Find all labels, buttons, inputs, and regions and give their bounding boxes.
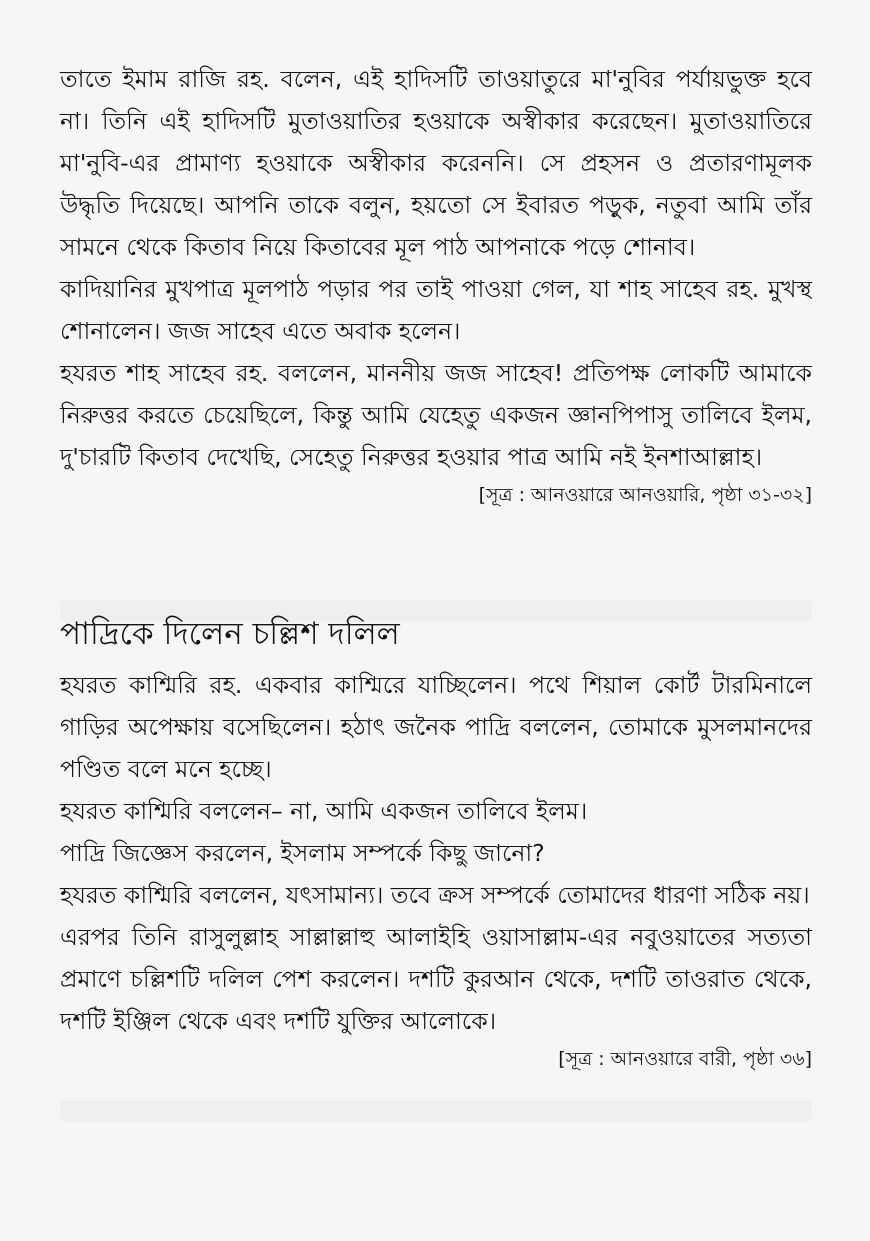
paragraph: হযরত শাহ সাহেব রহ. বললেন, মাননীয় জজ সাহেব! প্রতিপক্ষ লোকটি আমাকে নিরুত্তর করতে চেয়েছিলে, কিন্তু আমি যেহেতু একজন জ্ঞানপিপাসু তালিবে ইলম, দু'চারটি কিতাব দেখেছি, সেহেতু নিরুত্তর হওয়ার পাত্র আমি নই ইনশাআল্লাহ।: [60, 359, 812, 471]
paragraph: হযরত কাশ্মিরি বললেন, যৎসামান্য। তবে ক্রস সম্পর্কে তোমাদের ধারণা সঠিক নয়।: [60, 881, 810, 909]
bleed-through-shadow: [60, 1100, 812, 1122]
section-forty-proofs: [60, 612, 812, 1076]
paragraph: হযরত কাশ্মিরি রহ. একবার কাশ্মিরে যাচ্ছিলেন। পথে শিয়াল কোর্ট টারমিনালে গাড়ির অপেক্ষায় বসেছিলেন। হঠাৎ জনৈক পাদ্রি বললেন, তোমাকে মুসলমানদের পণ্ডিত বলে মনে হচ্ছে।: [60, 671, 812, 783]
source-citation: [সূত্র : আনওয়ারে আনওয়ারি, পৃষ্ঠা ৩১-৩২]: [478, 484, 812, 506]
paragraph: এরপর তিনি রাসুলুল্লাহ সাল্লাল্লাহু আলাইহি ওয়াসাল্লাম-এর নবুওয়াতের সত্যতা প্রমাণে চল্লিশটি দলিল পেশ করলেন। দশটি কুরআন থেকে, দশটি তাওরাত থেকে, দশটি ইঞ্জিল থেকে এবং দশটি যুক্তির আলোকে।: [60, 923, 812, 1035]
section-heading: পাদ্রিকে দিলেন চল্লিশ দলিল: [60, 616, 400, 652]
paragraph: তাতে ইমাম রাজি রহ. বলেন, এই হাদিসটি তাওয়াতুরে মা'নুবির পর্যায়ভুক্ত হবে না। তিনি এই হাদিসটি মুতাওয়াতির হওয়াকে অস্বীকার করেছেন। মুতাওয়াতিরে মা'নুবি-এর প্রামাণ্য হওয়াকে অস্বীকার করেননি। সে প্রহসন ও প্রতারণামূলক উদ্ধৃতি দিয়েছে। আপনি তাকে বলুন, হয়তো সে ইবারত পড়ুক, নতুবা আমি তাঁর সামনে থেকে কিতাব নিয়ে কিতাবের মূল পাঠ আপনাকে পড়ে শোনাব।: [60, 65, 812, 261]
paragraph: হযরত কাশ্মিরি বললেন– না, আমি একজন তালিবে ইলম।: [60, 797, 588, 825]
paragraph: পাদ্রি জিজ্ঞেস করলেন, ইসলাম সম্পর্কে কিছু জানো?: [60, 839, 545, 867]
source-citation: [সূত্র : আনওয়ারে বারী, পৃষ্ঠা ৩৬]: [558, 1048, 812, 1070]
paragraph: কাদিয়ানির মুখপাত্র মূলপাঠ পড়ার পর তাই পাওয়া গেল, যা শাহ সাহেব রহ. মুখস্থ শোনালেন। জজ সাহেব এতে অবাক হলেন।: [60, 275, 812, 345]
book-page: [60, 58, 812, 1076]
section-imam-razi: [60, 58, 812, 512]
